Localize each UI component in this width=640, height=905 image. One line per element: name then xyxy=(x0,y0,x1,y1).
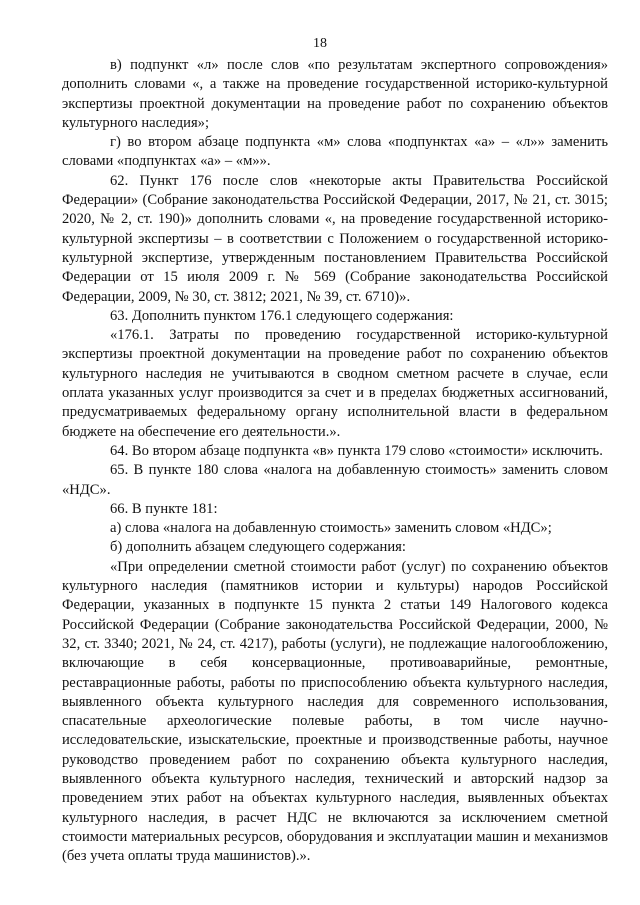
paragraph-subitem-v: в) подпункт «л» после слов «по результатам экспертного сопровождения» дополнить словами «, а также на проведение государственной историко-культурной экспертизы проектной документации на проведение работ по сохранению объектов культурного наследия»; xyxy=(62,57,608,131)
paragraph-subitem-a: а) слова «налога на добавленную стоимость» заменить словом «НДС»; xyxy=(110,520,552,537)
page-number: 18 xyxy=(313,36,327,51)
paragraph-subitem-b: б) дополнить абзацем следующего содержания: xyxy=(110,539,406,556)
paragraph-subitem-g: г) во втором абзаце подпункта «м» слова «подпунктах «а» – «л»» заменить словами «подпунктах «а» – «м»». xyxy=(62,134,608,170)
paragraph-item-64: 64. Во втором абзаце подпункта «в» пункта 179 слово «стоимости» исключить. xyxy=(110,442,603,459)
paragraph-item-176-1: «176.1. Затраты по проведению государственной историко-культурной экспертизы проектной документации на проведение работ по сохранению объектов культурного наследия не учитываются в сводном сметном расчете в случае, если оплата указанных услуг производится за счет и в пределах бюджетных ассигнований, предусматриваемых федеральному органу исполнительной власти в федеральном бюджете на обеспечение его деятельности.». xyxy=(62,327,608,440)
paragraph-item-62: 62. Пункт 176 после слов «некоторые акты Правительства Российской Федерации» (Собрание законодательства Российской Федерации, 2017, № 21, ст. 3015; 2020, № 2, ст. 190)» дополнить словами «, на проведение государственной историко-культурной экспертизы – в соответствии с Положением о государственной историко-культурной экспертизе, утвержденным постановлением Правительства Российской Федерации от 15 июля 2009 г. № 569 (Собрание законодательства Российской Федерации, 2009, № 30, ст. 3812; 2021, № 39, ст. 6710)». xyxy=(62,172,608,305)
paragraph-item-66: 66. В пункте 181: xyxy=(110,500,218,517)
paragraph-item-65: 65. В пункте 180 слова «налога на добавленную стоимость» заменить словом «НДС». xyxy=(62,462,608,498)
paragraph-item-63: 63. Дополнить пунктом 176.1 следующего содержания: xyxy=(110,307,454,324)
paragraph-new-abzac: «При определении сметной стоимости работ (услуг) по сохранению объектов культурного наследия (памятников истории и культуры) народов Российской Федерации, указанных в подпункте 15 пункта 2 статьи 149 Налогового кодекса Российской Федерации (Собрание законодательства Российской Федерации, 2000, № 32, ст. 3340; 2021, № 24, ст. 4217), работы (услуги), не подлежащие налогообложению, включающие в себя консервационные, противоаварийные, ремонтные, реставрационные работы, работы по приспособлению объекта культурного наследия, выявленного объекта культурного наследия для современного использования, спасательные археологические полевые работы, в том числе научно-исследовательские, изыскательские, проектные и производственные работы, научное руководство проведением работ по сохранению объекта культурного наследия, выявленного объекта культурного наследия, технический и авторский надзор за проведением этих работ на объектах культурного наследия, выявленных объектах культурного наследия, в расчет НДС не включаются за исключением сметной стоимости материальных ресурсов, оборудования и эксплуатации машин и механизмов (без учета оплаты труда машинистов).». xyxy=(62,558,608,865)
document-body xyxy=(62,56,608,866)
